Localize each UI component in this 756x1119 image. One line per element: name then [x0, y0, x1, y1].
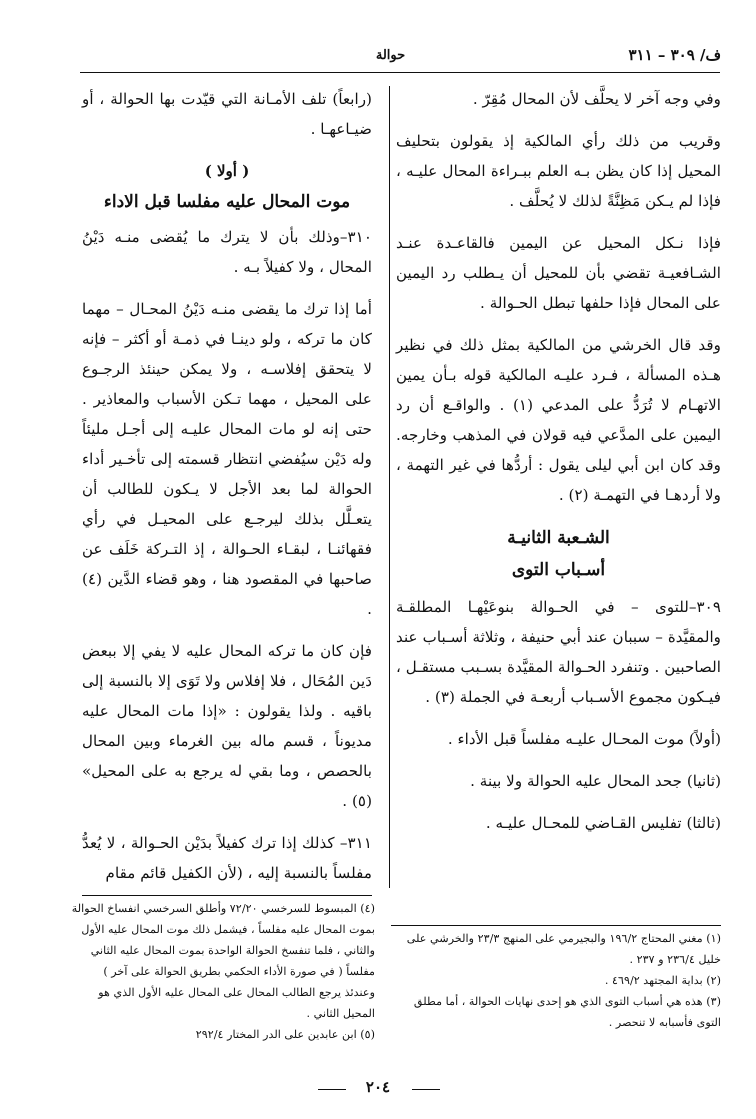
- paragraph: أما إذا ترك ما يقضى منـه دَيْنُ المحـال – مهما كان ما تركه ، ولو دينـا في ذمـة أو أكثر – فإنه لا يتحقق إفلاسـه ، ولا يمكن حينئذ الرجـوع على المحيل ، مهما تـكن الأسباب والمعاذير . حتى إنه لو مات المحال عليـه إلى أجـل مليئاً وله دَيْن سيُفضي انتظار قسمته إلى تأخـير أداء الحوالة لما بعد الأجل لا يـكون للطالب أن يتعـلَّل بذلك ليرجـع على المحيـل في رأي فقهائنـا ، لبقـاء الحـوالة ، إذ التـركة خَلَف عن صاحبها في المقصود هنا ، وهو قضاء الدَّين (٤) .: [82, 300, 372, 618]
- header-rule: [80, 72, 720, 73]
- paragraph-309: ٣٠٩–للتوى – في الحـوالة بنوعَيْهـا المطلقـة والمقيَّدة – سببان عند أبي حنيفة ، وثلاثة أسـباب عند الصاحبين . وتنفرد الحـوالة المقيَّدة بسـبب مستقـل ، فيـكون مجموع الأسـباب أربعـة في الجملة (٣) .: [396, 598, 721, 706]
- footnote-rule: [391, 925, 721, 926]
- section-heading: ( أولا ): [204, 162, 250, 180]
- section-subheading: موت المحال عليه مفلسا قبل الاداء: [103, 192, 351, 212]
- page-number-dash: [412, 1089, 440, 1090]
- section-subheading: أسـباب التوى: [511, 560, 606, 580]
- paragraph: فإذا نـكل المحيل عن اليمين فالقاعـدة عنـد الشـافعيـة تقضي بأن للمحيل أن يـطلب رد اليمين على المحال فإذا حلفها تبطل الحـوالة .: [396, 234, 721, 312]
- section-heading: الشـعبة الثانيـة: [507, 528, 610, 548]
- footnote: (٢) بداية المجتهد ٤٦٩/٢ .: [604, 974, 721, 987]
- paragraph-311: ٣١١– كذلك إذا ترك كفيلاً بدَيْن الحـوالة ، لا يُعدُّ مفلساً بالنسبة إليه ، (لأن الكفيل قائم مقام: [82, 834, 372, 882]
- list-item: (أولاً) موت المحـال عليـه مفلساً قبل الأداء .: [447, 730, 721, 748]
- section-reference: ف/ ٣٠٩ – ٣١١: [628, 46, 721, 64]
- paragraph: وقد قال الخرشي من المالكية بمثل ذلك في نظير هـذه المسألة ، فـرد عليـه المالكية قوله بـأن يمين الاتهـام لا تُرَدُّ على المدعي (١) . والواقـع أن رد اليمين على المدَّعي فيه قولان في المذهب وخارجه. وقد كان ابن أبي ليلى يقول : أردُّها في غير التهمة ، ولا أردهـا في التهمـة (٢) .: [396, 336, 721, 504]
- footnote: (٤) المبسوط للسرخسي ٧٢/٢٠ وأطلق السرخسي انفساخ الحوالة بموت المحال عليه مفلساً ، فيشمل ذلك موت المحال عليه الأول والثاني ، فلما تنفسخ الحوالة الواحدة بموت المحال عليه الثاني مفلساً ( في صورة الأداء الحكمي بطريق الحوالة على آخر ) وعندئذ يرجع الطالب المحال على المحال عليه الأول الذي هو المحيل الثاني .: [71, 902, 375, 1020]
- paragraph: فإن كان ما تركه المحال عليه لا يفي إلا ببعض دَين المُحَال ، فلا إفلاس ولا تَوَى إلا بالنسبة إلى باقيه . ولذا يقولون : «إذا مات المحال عليه مديوناً ، قسم ماله بين الغرماء وبين المحال بالحصص ، وما بقي له يرجع به على المحيل» (٥) .: [82, 642, 372, 810]
- list-item: (ثالثا) تفليس القـاضي للمحـال عليـه .: [485, 814, 721, 832]
- footnote: (٥) ابن عابدين على الدر المختار ٢٩٢/٤: [195, 1028, 375, 1041]
- page-number: ٢٠٤: [365, 1078, 391, 1096]
- footnote-rule: [82, 895, 372, 896]
- paragraph: وفي وجه آخر لا يحلَّف لأن المحال مُقِرّ .: [472, 90, 721, 108]
- footnotes-right: [386, 928, 721, 1033]
- footnote: (٣) هذه هي أسباب التوى الذي هو إحدى نهايات الحوالة ، أما مطلق التوى فأسبابه لا تنحصر .: [413, 995, 721, 1029]
- paragraph-310: ٣١٠–وذلك بأن لا يترك ما يُقضى منـه دَيْنُ المحال ، ولا كفيلاً بـه .: [82, 228, 372, 276]
- left-column: [82, 84, 372, 888]
- list-item: (رابعاً) تلف الأمـانة التي قيّدت بها الحوالة ، أو ضيـاعهـا .: [82, 90, 372, 138]
- column-divider: [389, 86, 390, 888]
- right-column: [396, 84, 721, 850]
- paragraph: وقريب من ذلك رأي المالكية إذ يقولون بتحليف المحيل إذا كان يظن بـه العلم ببـراءة المحال عليـه ، فإذا لم يـكن مَظِنَّةً لذلك لا يُحلَّف .: [396, 132, 721, 210]
- running-title: حوالة: [375, 48, 406, 63]
- page-header: [60, 46, 721, 72]
- footnotes-left: [70, 898, 375, 1045]
- list-item: (ثانيا) جحد المحال عليه الحوالة ولا بينة .: [470, 772, 721, 790]
- footnote: (١) مغني المحتاج ١٩٦/٢ والبجيرمي على المنهج ٢٣/٣ والخرشي على خليل ٢٣٦/٤ و ٢٣٧ .: [406, 932, 721, 966]
